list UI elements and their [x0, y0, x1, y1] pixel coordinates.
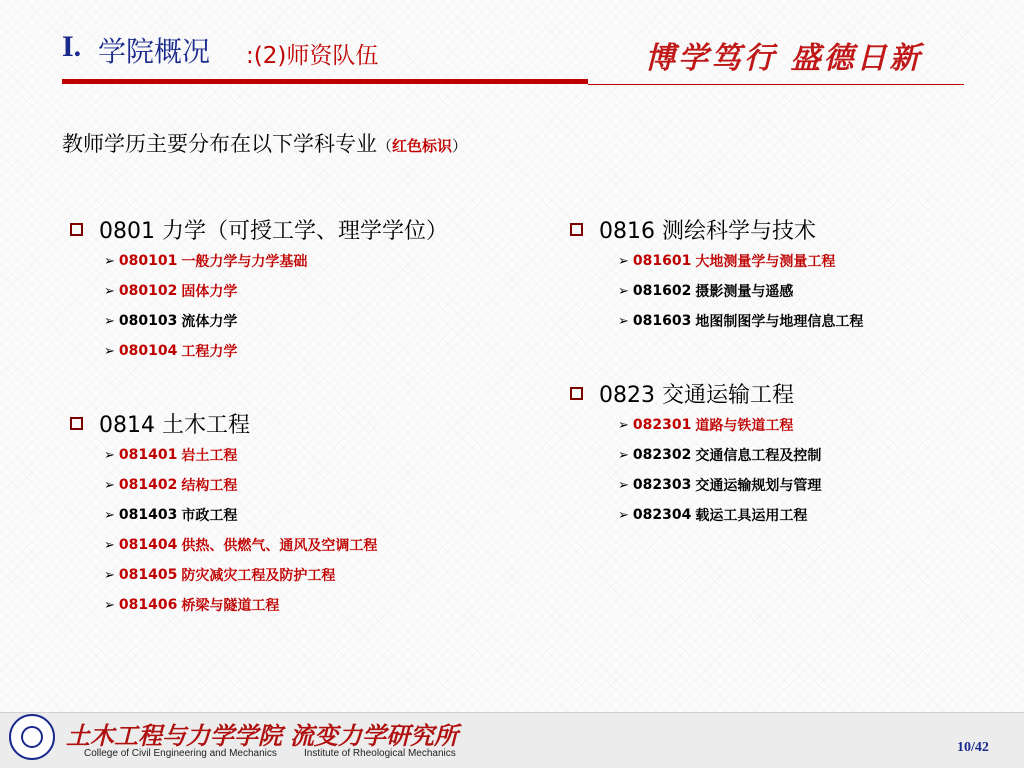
page-number: 10/42: [957, 740, 989, 755]
arrow-bullet-icon: ➢: [104, 477, 115, 493]
subdiscipline-item: [566, 440, 1006, 470]
subdiscipline-code: 082301: [632, 417, 692, 433]
page-title: 学院概况: [98, 35, 211, 68]
university-seal-icon: [9, 714, 55, 760]
intro-paren-close: ）: [452, 137, 468, 155]
subdiscipline-code: 081602: [632, 283, 692, 299]
arrow-bullet-icon: ➢: [618, 507, 629, 523]
subdiscipline-code: 080101: [118, 253, 178, 269]
discipline-title: 0816 测绘科学与技术: [599, 218, 816, 244]
arrow-bullet-icon: ➢: [104, 537, 115, 553]
left-column: [66, 212, 546, 620]
subdiscipline-code: 082304: [632, 507, 692, 523]
subdiscipline-code: 080104: [118, 343, 178, 359]
subdiscipline-item: [566, 410, 1006, 440]
institute-logo-en: Institute of Rheological Mechanics: [304, 748, 456, 759]
arrow-bullet-icon: ➢: [618, 447, 629, 463]
subdiscipline-name: 结构工程: [181, 478, 238, 494]
discipline-title: 0823 交通运输工程: [599, 382, 794, 408]
discipline-heading: [66, 406, 546, 440]
subdiscipline-list: [566, 246, 1006, 336]
subdiscipline-item: [66, 276, 546, 306]
intro-text: 教师学历主要分布在以下学科专业: [62, 132, 377, 156]
college-logo-en: College of Civil Engineering and Mechanics: [84, 748, 277, 759]
subdiscipline-item: [66, 530, 546, 560]
subdiscipline-name: 一般力学与力学基础: [181, 254, 308, 270]
arrow-bullet-icon: ➢: [104, 597, 115, 613]
subdiscipline-item: [66, 470, 546, 500]
subdiscipline-name: 地图制图学与地理信息工程: [695, 314, 864, 330]
subdiscipline-list: [66, 246, 546, 366]
subdiscipline-name: 流体力学: [181, 314, 238, 330]
subdiscipline-code: 080103: [118, 313, 178, 329]
arrow-bullet-icon: ➢: [618, 417, 629, 433]
subdiscipline-code: 081603: [632, 313, 692, 329]
arrow-bullet-icon: ➢: [104, 343, 115, 359]
subdiscipline-name: 交通运输规划与管理: [695, 478, 822, 494]
subdiscipline-item: [66, 560, 546, 590]
subdiscipline-name: 大地测量学与测量工程: [695, 254, 836, 270]
arrow-bullet-icon: ➢: [618, 313, 629, 329]
subdiscipline-code: 081601: [632, 253, 692, 269]
discipline-title: 0801 力学（可授工学、理学学位）: [99, 218, 448, 244]
square-bullet-icon: [570, 223, 583, 236]
title-divider-thin: [588, 84, 964, 85]
college-logo-cn: 土木工程与力学学院: [66, 721, 282, 750]
arrow-bullet-icon: ➢: [104, 507, 115, 523]
subdiscipline-code: 081402: [118, 477, 178, 493]
page-subtitle: :(2)师资队伍: [246, 43, 379, 69]
subdiscipline-name: 载运工具运用工程: [695, 508, 808, 524]
discipline-heading: [566, 376, 1006, 410]
subdiscipline-item: [66, 306, 546, 336]
subdiscipline-code: 080102: [118, 283, 178, 299]
subdiscipline-name: 工程力学: [181, 344, 238, 360]
subdiscipline-name: 固体力学: [181, 284, 238, 300]
discipline-group: [66, 406, 546, 620]
subdiscipline-item: [66, 336, 546, 366]
arrow-bullet-icon: ➢: [104, 253, 115, 269]
subdiscipline-name: 交通信息工程及控制: [695, 448, 822, 464]
subdiscipline-code: 081406: [118, 597, 178, 613]
subdiscipline-name: 摄影测量与遥感: [695, 284, 794, 300]
subdiscipline-item: [566, 276, 1006, 306]
intro-paren-open: （: [377, 137, 393, 155]
discipline-group: [566, 212, 1006, 336]
subdiscipline-code: 081404: [118, 537, 178, 553]
subdiscipline-name: 市政工程: [181, 508, 238, 524]
square-bullet-icon: [70, 223, 83, 236]
subdiscipline-item: [66, 246, 546, 276]
square-bullet-icon: [570, 387, 583, 400]
intro-note-red: 红色标识: [392, 137, 453, 155]
subdiscipline-name: 道路与铁道工程: [695, 418, 794, 434]
arrow-bullet-icon: ➢: [104, 283, 115, 299]
title-divider: [62, 79, 588, 84]
subdiscipline-code: 081401: [118, 447, 178, 463]
subdiscipline-item: [66, 440, 546, 470]
page-title-roman: I.: [62, 30, 82, 63]
subdiscipline-code: 082302: [632, 447, 692, 463]
subdiscipline-item: [66, 500, 546, 530]
discipline-title: 0814 土木工程: [99, 412, 250, 438]
subdiscipline-item: [566, 500, 1006, 530]
university-motto: 博学笃行 盛德日新: [645, 41, 923, 76]
discipline-group: [566, 376, 1006, 530]
square-bullet-icon: [70, 417, 83, 430]
arrow-bullet-icon: ➢: [104, 447, 115, 463]
discipline-heading: [66, 212, 546, 246]
subdiscipline-name: 供热、供燃气、通风及空调工程: [181, 538, 378, 554]
arrow-bullet-icon: ➢: [618, 253, 629, 269]
subdiscipline-item: [566, 246, 1006, 276]
subdiscipline-list: [66, 440, 546, 620]
subdiscipline-name: 防灾减灾工程及防护工程: [181, 568, 336, 584]
arrow-bullet-icon: ➢: [104, 313, 115, 329]
discipline-heading: [566, 212, 1006, 246]
subdiscipline-name: 桥梁与隧道工程: [181, 598, 280, 614]
subdiscipline-item: [66, 590, 546, 620]
institute-logo-cn: 流变力学研究所: [290, 721, 458, 750]
right-column: [566, 212, 1006, 530]
arrow-bullet-icon: ➢: [618, 283, 629, 299]
subdiscipline-code: 082303: [632, 477, 692, 493]
arrow-bullet-icon: ➢: [618, 477, 629, 493]
subdiscipline-code: 081405: [118, 567, 178, 583]
subdiscipline-name: 岩土工程: [181, 448, 238, 464]
subdiscipline-list: [566, 410, 1006, 530]
subdiscipline-item: [566, 306, 1006, 336]
discipline-group: [66, 212, 546, 366]
intro-line: [62, 128, 467, 158]
subdiscipline-code: 081403: [118, 507, 178, 523]
intro-note: [377, 137, 467, 155]
arrow-bullet-icon: ➢: [104, 567, 115, 583]
footer-divider: [0, 712, 1024, 713]
subdiscipline-item: [566, 470, 1006, 500]
